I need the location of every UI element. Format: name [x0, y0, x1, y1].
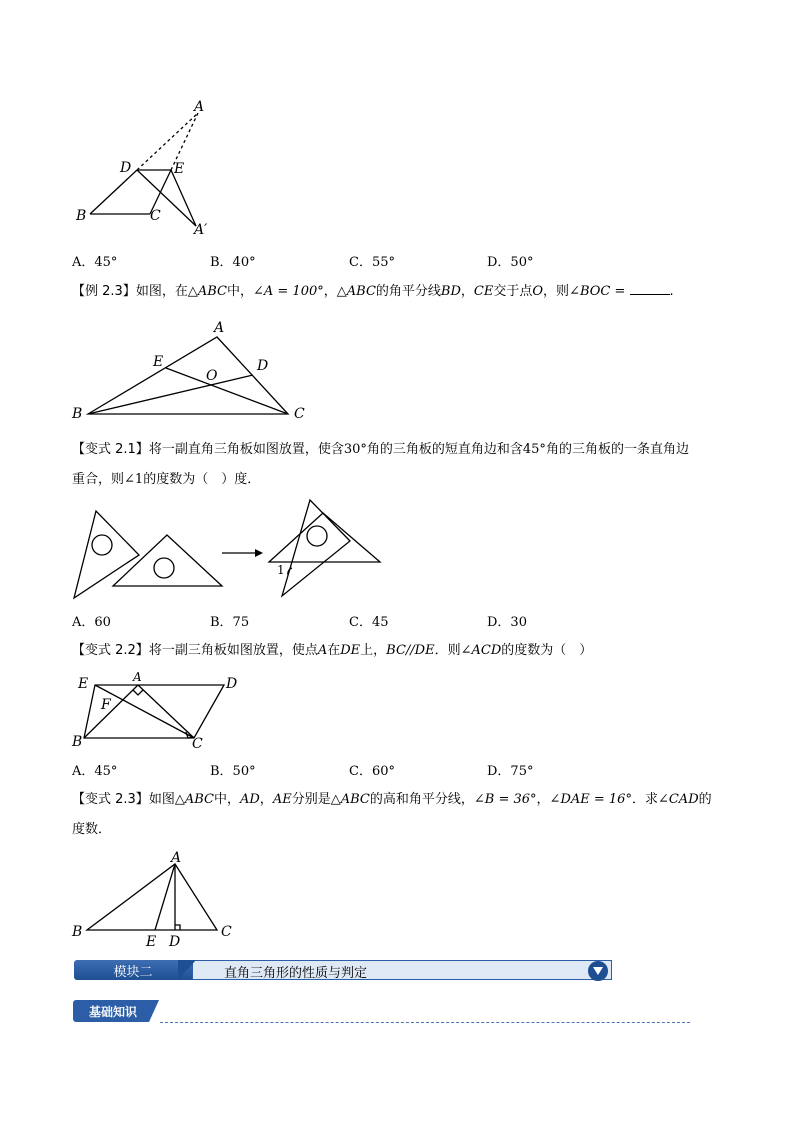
answer-blank[interactable] [630, 282, 670, 295]
question-tag: 【变式 2.1】 [72, 442, 149, 457]
text: ．求 [631, 792, 658, 807]
text: △ [336, 284, 347, 299]
text: ∠BOC = [569, 284, 630, 299]
text: 的度数为（ ） [501, 643, 593, 658]
fig5-label-A: A [171, 850, 182, 866]
text: ABC [197, 284, 227, 299]
option-d: D．75° [487, 764, 534, 779]
module-header [74, 958, 614, 982]
text: 如图，在 [135, 284, 188, 299]
option-a: A．45° [72, 764, 118, 779]
option-d: D．50° [487, 255, 534, 270]
text: 角的三角板的一条直角边 [545, 442, 689, 457]
question-tag: 【变式 2.2】 [72, 643, 149, 658]
question-tag: 【变式 2.3】 [72, 792, 149, 807]
text: 如图 [148, 792, 175, 807]
fig4-label-D: D [226, 676, 238, 692]
fig3-hole-1 [92, 535, 112, 555]
fig4-label-F: F [101, 697, 111, 713]
chevron-down-icon[interactable] [588, 961, 608, 981]
text: 将一副直角三角板如图放置，使含 [148, 442, 344, 457]
fig3-combined-30 [282, 500, 350, 596]
option-b: B．75 [210, 615, 250, 630]
text: ABC [184, 792, 214, 807]
fig3-set-square-45 [113, 535, 222, 586]
text: DE [340, 643, 361, 658]
text: 中， [213, 792, 240, 807]
text: △ [174, 792, 185, 807]
text: ABC [340, 792, 370, 807]
text: ∠ACD [460, 643, 502, 658]
fig5-label-D: D [169, 934, 181, 950]
arrow-icon [222, 549, 263, 557]
fig2-bisector-BD [88, 375, 253, 414]
option-b: B．40° [210, 255, 256, 270]
text: ∠1 [124, 472, 144, 487]
module-tag: 模块二 [113, 965, 153, 980]
fig1-dash-DA [137, 113, 198, 170]
text: △ [330, 792, 341, 807]
text: ， [536, 792, 550, 807]
fig2-label-C: C [294, 406, 305, 422]
fig2-label-A: A [214, 320, 225, 336]
option-d: D．30 [487, 615, 527, 630]
fig2-label-O: O [206, 368, 218, 384]
fig5-label-E: E [146, 934, 157, 950]
text: ∠CAD [657, 792, 699, 807]
fig1-label-E: E [174, 161, 185, 177]
option-c: C．45 [349, 615, 389, 630]
text: A [317, 643, 328, 658]
text: 将一副三角板如图放置，使点 [148, 643, 318, 658]
text: CE [473, 284, 494, 299]
module-title: 直角三角形的性质与判定 [224, 966, 368, 981]
option-c: C．60° [349, 764, 395, 779]
text: ．则 [434, 643, 461, 658]
text: 上， [360, 643, 387, 658]
text: ∠B = 36° [473, 792, 537, 807]
text: ， [460, 284, 474, 299]
variant-2-2 [72, 636, 592, 666]
fig5-right-angle-D [175, 925, 180, 930]
text: 重合，则 [72, 472, 125, 487]
fig1-label-A2: A′ [194, 222, 208, 238]
fig1-edge-EA2 [171, 170, 196, 226]
option-b: B．50° [210, 764, 256, 779]
text: 度数． [72, 822, 112, 837]
fig4-edge-AC [138, 685, 194, 738]
question-tag: 【例 2.3】 [72, 284, 136, 299]
fig4-label-C: C [192, 736, 203, 752]
text: 在 [327, 643, 341, 658]
fig3-hole-3 [307, 526, 327, 546]
variant-2-1 [72, 435, 689, 495]
text: 角的三角板的短直角边和含 [366, 442, 523, 457]
fig4-right-angle-A [133, 690, 143, 695]
text: 中， [226, 284, 253, 299]
section-divider [160, 1022, 690, 1023]
fig3-label-1: 1 [277, 563, 285, 577]
section-header [73, 1000, 155, 1022]
fig1-label-D: D [120, 160, 132, 176]
fig4-label-B: B [72, 734, 83, 750]
fig1-label-A: A [194, 99, 205, 115]
fig3-hole-2 [154, 558, 174, 578]
text: . [669, 284, 674, 299]
fig1-label-C: C [150, 208, 161, 224]
text: BD [440, 284, 461, 299]
fig5-bisector-AE [155, 864, 175, 930]
text: 分别是 [291, 792, 331, 807]
fig2-label-B: B [72, 406, 83, 422]
fig3-combined-45 [269, 513, 380, 562]
fig4-label-A: A [133, 670, 142, 684]
text: 30° [343, 442, 367, 457]
text: ，则 [543, 284, 570, 299]
text: AE [272, 792, 292, 807]
fig2-label-D: D [257, 358, 269, 374]
section-title: 基础知识 [88, 1005, 137, 1019]
variant-2-3 [72, 785, 712, 845]
text: AD [239, 792, 260, 807]
text: 的角平分线 [375, 284, 441, 299]
text: ABC [346, 284, 376, 299]
text: O [532, 284, 544, 299]
option-c: C．55° [349, 255, 395, 270]
text: △ [187, 284, 198, 299]
text: 的高和角平分线， [369, 792, 474, 807]
text: ， [259, 792, 273, 807]
text: BC//DE [386, 643, 435, 658]
fig5-label-C: C [221, 924, 232, 940]
text: 45° [522, 442, 546, 457]
text: 的度数为（ ）度． [143, 472, 261, 487]
fig1-label-B: B [76, 208, 87, 224]
fig4-label-E: E [78, 676, 89, 692]
fig5-label-B: B [72, 924, 83, 940]
text: ∠DAE = 16° [549, 792, 632, 807]
example-2-3 [72, 277, 674, 307]
fig1-edge-BD [90, 170, 137, 214]
fig3-angle-1-arc [288, 568, 292, 575]
fig5-triangle-ABC [87, 864, 217, 930]
option-a: A．45° [72, 255, 118, 270]
text: 的 [698, 792, 712, 807]
option-a: A．60 [72, 615, 111, 630]
fig2-label-E: E [153, 354, 164, 370]
text: 交于点 [493, 284, 533, 299]
text: ∠A = 100° [252, 284, 324, 299]
text: ， [323, 284, 337, 299]
